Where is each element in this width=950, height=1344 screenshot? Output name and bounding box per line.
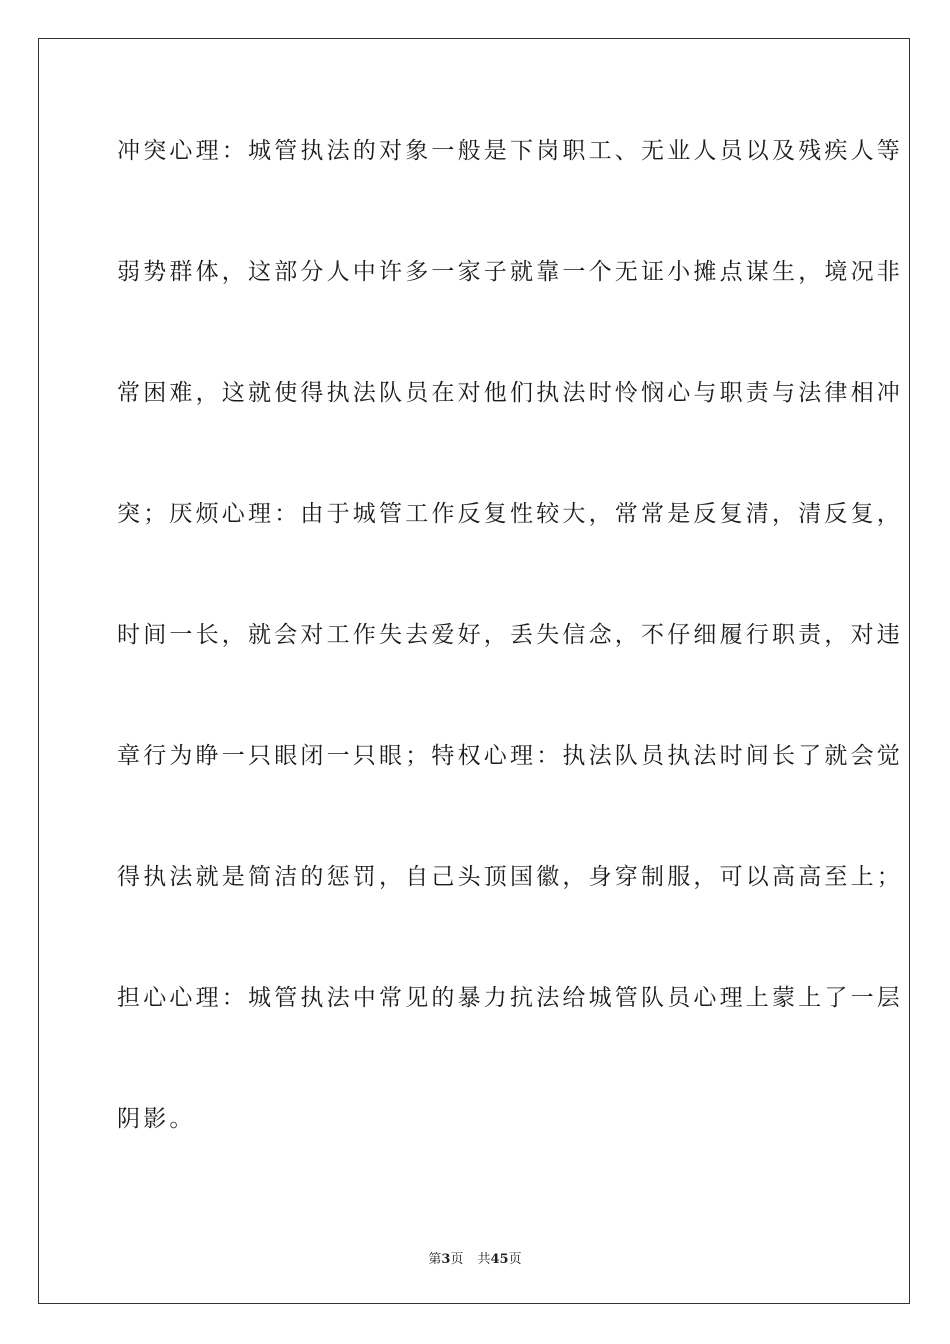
text-line: 弱势群体，这部分人中许多一家子就靠一个无证小摊点谋生，境况非 [117, 259, 903, 285]
total-pages: 45 [490, 1252, 509, 1267]
text-line: 章行为睁一只眼闭一只眼；特权心理：执法队员执法时间长了就会觉 [117, 743, 903, 769]
text-line: 常困难，这就使得执法队员在对他们执法时怜悯心与职责与法律相冲 [117, 380, 903, 406]
document-body [117, 122, 903, 1211]
page-prefix: 第 [428, 1252, 442, 1267]
page-number: 3 [441, 1252, 451, 1267]
text-line: 冲突心理：城管执法的对象一般是下岗职工、无业人员以及残疾人等 [117, 138, 903, 164]
page-suffix: 页 [450, 1252, 464, 1267]
text-line: 突；厌烦心理：由于城管工作反复性较大，常常是反复清，清反复， [117, 501, 903, 527]
text-line: 阴影。 [117, 1106, 196, 1132]
text-line: 得执法就是简洁的惩罚，自己头顶国徽，身穿制服，可以高高至上； [117, 864, 903, 890]
total-prefix: 共 [477, 1252, 491, 1267]
total-suffix: 页 [508, 1252, 522, 1267]
page-footer [0, 1248, 950, 1267]
text-line: 担心心理：城管执法中常见的暴力抗法给城管队员心理上蒙上了一层 [117, 985, 903, 1011]
text-line: 时间一长，就会对工作失去爱好，丢失信念，不仔细履行职责，对违 [117, 622, 903, 648]
